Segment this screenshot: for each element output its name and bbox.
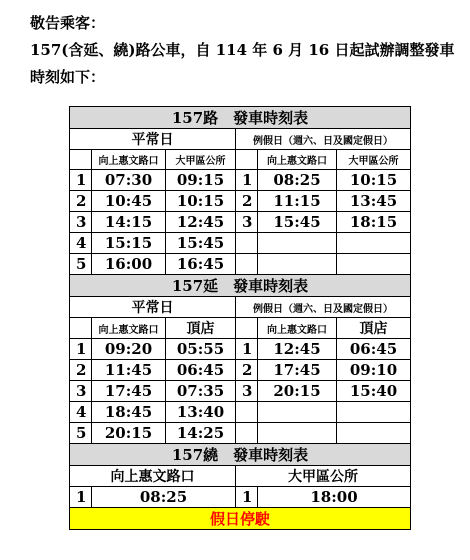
route-157r-stop-b: 大甲區公所 [236, 466, 411, 487]
departure-time: 10:45 [92, 191, 166, 212]
departure-time: 10:15 [337, 170, 411, 191]
departure-time: 14:25 [166, 423, 236, 444]
route-157-weekday-stop-a: 向上惠文路口 [92, 150, 166, 170]
departure-time: 12:45 [258, 339, 337, 360]
route-157y-holiday-stop-a: 向上惠文路口 [258, 318, 337, 339]
departure-time: 15:45 [166, 233, 236, 254]
notice-line-2: 157(含延、繞)路公車，自 114 年 6 月 16 日起試辦調整發車 [30, 41, 455, 59]
departure-time: 08:25 [92, 487, 236, 508]
departure-time: 09:20 [92, 339, 166, 360]
holiday-suspended-note: 假日停駛 [70, 508, 411, 530]
row-number: 3 [70, 212, 92, 233]
route-157y-weekday-stop-a: 向上惠文路口 [92, 318, 166, 339]
departure-time: 15:15 [92, 233, 166, 254]
departure-time: 18:45 [92, 402, 166, 423]
departure-time: 17:45 [92, 381, 166, 402]
route-157-title: 157路 發車時刻表 [70, 107, 411, 129]
departure-time: 07:35 [166, 381, 236, 402]
row-number: 1 [236, 170, 258, 191]
departure-time: 13:40 [166, 402, 236, 423]
row-number: 1 [236, 339, 258, 360]
row-number: 1 [70, 170, 92, 191]
row-number: 3 [70, 381, 92, 402]
timetable [69, 106, 411, 530]
departure-time: 16:00 [92, 254, 166, 275]
departure-time: 16:45 [166, 254, 236, 275]
departure-time: 15:45 [258, 212, 337, 233]
departure-time: 06:45 [166, 360, 236, 381]
departure-time: 09:15 [166, 170, 236, 191]
notice [30, 10, 454, 91]
row-number: 3 [236, 212, 258, 233]
departure-time: 18:15 [337, 212, 411, 233]
row-number: 1 [236, 487, 258, 508]
route-157r-stop-a: 向上惠文路口 [70, 466, 236, 487]
departure-time: 05:55 [166, 339, 236, 360]
departure-time: 11:45 [92, 360, 166, 381]
departure-time: 15:40 [337, 381, 411, 402]
route-157y-weekday-label: 平常日 [70, 297, 236, 318]
departure-time: 12:45 [166, 212, 236, 233]
row-number: 2 [70, 360, 92, 381]
route-157-holiday-label: 例假日（週六、日及國定假日） [236, 129, 411, 150]
row-number: 5 [70, 423, 92, 444]
row-number: 3 [236, 381, 258, 402]
row-number: 1 [70, 487, 92, 508]
departure-time: 11:15 [258, 191, 337, 212]
row-number: 2 [70, 191, 92, 212]
notice-line-1: 敬告乘客： [30, 14, 106, 32]
departure-time: 06:45 [337, 339, 411, 360]
departure-time: 09:10 [337, 360, 411, 381]
route-157y-holiday-stop-b: 頂店 [337, 318, 411, 339]
route-157y-holiday-label: 例假日（週六、日及國定假日） [236, 297, 411, 318]
departure-time: 07:30 [92, 170, 166, 191]
row-number: 1 [70, 339, 92, 360]
departure-time: 13:45 [337, 191, 411, 212]
route-157-holiday-stop-a: 向上惠文路口 [258, 150, 337, 170]
row-number: 5 [70, 254, 92, 275]
route-157-weekday-stop-b: 大甲區公所 [166, 150, 236, 170]
departure-time: 08:25 [258, 170, 337, 191]
notice-line-3: 時刻如下： [30, 68, 106, 86]
row-number: 4 [70, 402, 92, 423]
departure-time: 20:15 [92, 423, 166, 444]
departure-time: 14:15 [92, 212, 166, 233]
departure-time: 20:15 [258, 381, 337, 402]
row-number: 2 [236, 191, 258, 212]
route-157-holiday-stop-b: 大甲區公所 [337, 150, 411, 170]
departure-time: 18:00 [258, 487, 411, 508]
row-number: 2 [236, 360, 258, 381]
route-157y-weekday-stop-b: 頂店 [166, 318, 236, 339]
departure-time: 17:45 [258, 360, 337, 381]
route-157-weekday-label: 平常日 [70, 129, 236, 150]
route-157y-title: 157延 發車時刻表 [70, 275, 411, 297]
route-157r-title: 157繞 發車時刻表 [70, 444, 411, 466]
departure-time: 10:15 [166, 191, 236, 212]
row-number: 4 [70, 233, 92, 254]
